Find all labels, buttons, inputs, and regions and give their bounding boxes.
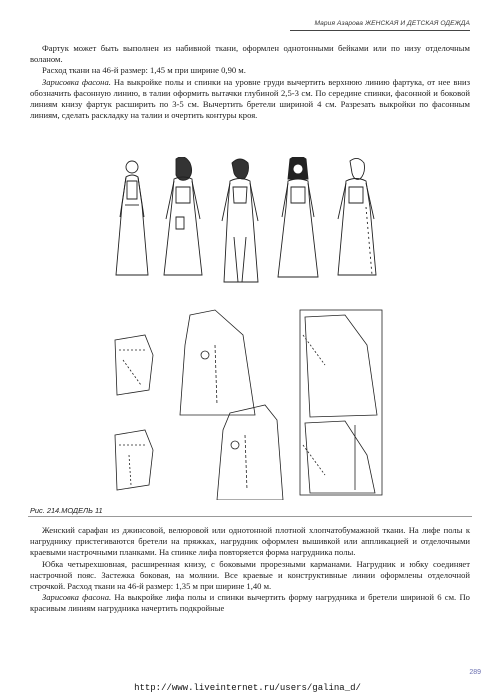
- header-rule: [290, 30, 470, 31]
- fashion-figures-illustration: [100, 157, 400, 302]
- running-header: Мария Азарова ЖЕНСКАЯ И ДЕТСКАЯ ОДЕЖДА: [314, 20, 470, 27]
- figure-1: [116, 161, 148, 275]
- style-sketch-lead: Зарисовка фасона.: [42, 76, 111, 87]
- figure-5: [338, 158, 376, 275]
- paragraph-style-sketch-2: [30, 592, 470, 614]
- paragraph-fabric-consumption: Расход ткани на 46-й размер: 1,45 м при ширине 0,90 м.: [42, 65, 246, 76]
- paragraph-apron-description: Фартук может быть выполнен из набивной ткани, оформлен однотонными бейками или по низу отделочным воланом.: [30, 43, 470, 65]
- style-sketch-2-lead: Зарисовка фасона.: [42, 592, 112, 603]
- figure-2: [164, 157, 202, 275]
- style-sketch-body: На выкройке полы и спинки на уровне груди вычертить верхнюю линию фартука, от нее вниз обозначить фасонную линию, в талии оформить вытачки глубиной 2,5-3 см. По середине спинки, фасонной и боковой линиям книзу фартук расширить по 3-5 см. Вычертить бретели шириной 4 см. Разрезать выкройки по фасонным линиям, сделать раскладку на талии и очертить контуры кроя.: [30, 76, 471, 121]
- bottom-text-block: [30, 525, 470, 615]
- pattern-drafts-illustration: [105, 305, 385, 500]
- style-sketch-2-body: На выкройке лифа полы и спинки вычертить форму нагрудника и бретели шириной 6 см. По красивым линиям нагрудника начертить подкройные: [30, 592, 470, 614]
- figure-caption: Рис. 214.МОДЕЛЬ 11: [30, 506, 103, 515]
- caption-rule: [28, 516, 472, 517]
- paragraph-sundress-description: Женский сарафан из джинсовой, велюровой или однотонной плотной хлопчатобумажной ткани. На лифе полы к нагруднику пристегиваются бретели на пряжках, нагрудник оформлен вышивкой или аппликацией и отделочными краевыми настрочными планками. На спинке лифа повторяется форма нагрудника полы.: [30, 525, 470, 558]
- paragraph-style-sketch: [30, 77, 470, 122]
- bodice-back-pattern: [115, 430, 153, 490]
- skirt-back-pattern: [217, 405, 283, 500]
- skirt-front-pattern: [180, 310, 255, 415]
- top-text-block: [30, 43, 470, 121]
- figure-4: [278, 157, 318, 277]
- page-number: 289: [469, 669, 481, 676]
- bodice-front-pattern: [115, 335, 153, 395]
- source-url[interactable]: http://www.liveinternet.ru/users/galina_d/: [134, 683, 361, 693]
- fabric-layout-pattern: [300, 310, 382, 495]
- figure-3: [222, 159, 258, 282]
- paragraph-skirt-description: Юбка четырехшовная, расширенная книзу, с боковыми прорезными карманами. Нагрудник и юбку соединяет настрочной пояс. Застежка боковая, на молнии. Все краевые и конструктивные линии оформлены отделочной строчкой. Расход ткани на 46-й размер: 1,35 м при ширине 1,40 м.: [30, 558, 470, 592]
